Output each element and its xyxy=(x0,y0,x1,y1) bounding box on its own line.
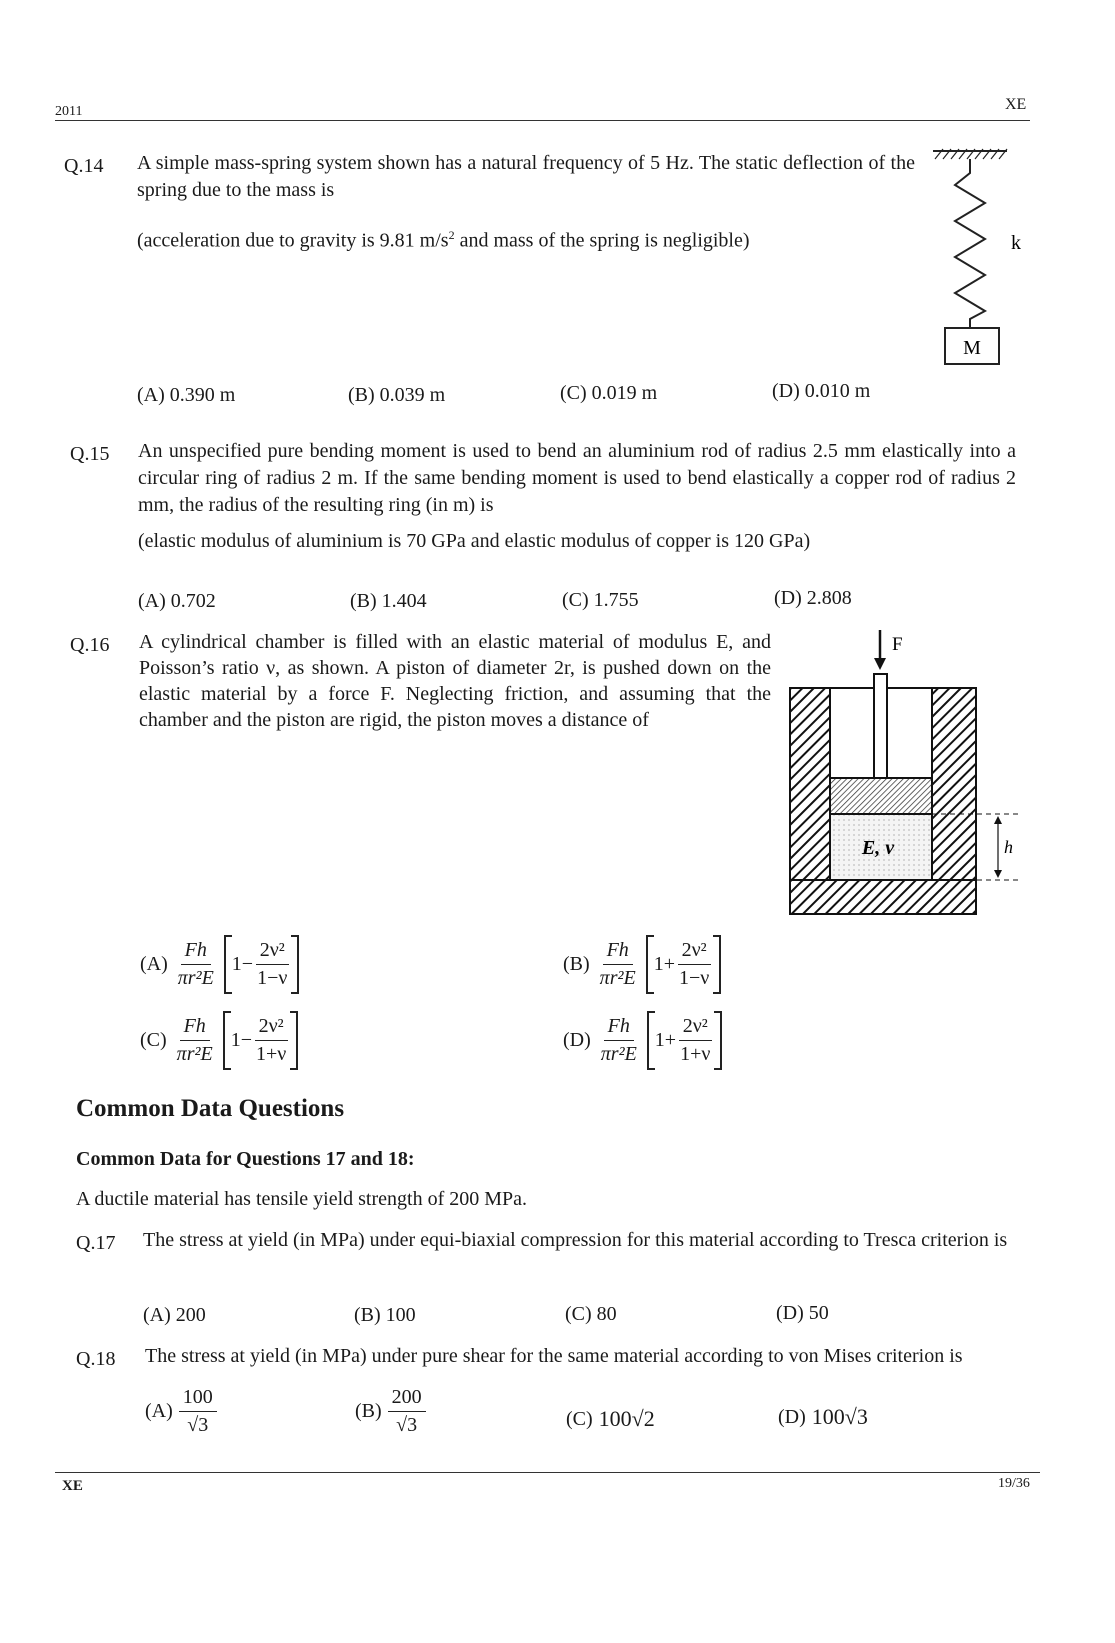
q14-option-a[interactable]: (A) 0.390 m xyxy=(137,384,236,406)
q18-text: The stress at yield (in MPa) under pure shear for the same material according to von Mises criterion is xyxy=(145,1345,963,1367)
q16-option-d[interactable] xyxy=(563,1011,722,1070)
q15-note: (elastic modulus of aluminium is 70 GPa and elastic modulus of copper is 120 GPa) xyxy=(138,530,811,552)
q16-option-b[interactable] xyxy=(563,935,721,994)
mass-label: M xyxy=(963,337,981,359)
piston-chamber-figure xyxy=(782,628,1022,920)
q16-option-d-inner-num: 2ν² xyxy=(679,1015,712,1041)
header-rule xyxy=(55,120,1030,121)
header-year: 2011 xyxy=(55,104,83,119)
q16-option-b-inner-num: 2ν² xyxy=(678,939,711,965)
q16-option-a-label: (A) xyxy=(140,953,168,975)
q14-text: A simple mass-spring system shown has a natural frequency of 5 Hz. The static deflection of the spring due to the mass is xyxy=(137,152,915,201)
q16-option-c-inner-den: 1+ν xyxy=(255,1043,287,1065)
q16-option-b-sign: + xyxy=(663,953,675,975)
q16-text: A cylindrical chamber is filled with an elastic material of modulus E, and Poisson’s ratio ν, as shown. A piston of diameter 2r, is pushed down on the elastic material by a force F. Neglecting friction, and assuming that the chamber and the piston are rigid, the piston moves a distance of xyxy=(139,631,771,731)
q14-option-b[interactable]: (B) 0.039 m xyxy=(348,384,446,406)
header-code: XE xyxy=(1005,96,1027,113)
q14-option-d[interactable]: (D) 0.010 m xyxy=(772,380,871,402)
q16-option-c-den: πr²E xyxy=(176,1043,213,1065)
q14-note: (acceleration due to gravity is 9.81 $m/s^2$ and mass of the spring is negligible) xyxy=(137,228,750,252)
q16-option-c-num: Fh xyxy=(180,1015,210,1041)
q16-option-a-one: 1 xyxy=(231,953,242,975)
q16-option-d-inner-den: 1+ν xyxy=(680,1043,711,1065)
q16-option-d-sign: + xyxy=(664,1029,677,1051)
mass-spring-figure xyxy=(925,145,1025,370)
q15-option-b[interactable]: (B) 1.404 xyxy=(350,590,427,612)
q18-option-b-label: (B) xyxy=(355,1400,382,1422)
q16-option-c-one: 1 xyxy=(230,1029,241,1051)
q15-option-d[interactable]: (D) 2.808 xyxy=(774,587,852,609)
q17-option-c[interactable]: (C) 80 xyxy=(565,1303,617,1325)
q16-option-b-inner-den: 1−ν xyxy=(678,967,710,989)
footer-page: 19/36 xyxy=(998,1476,1030,1491)
q16-option-c[interactable] xyxy=(140,1011,298,1070)
q16-option-b-den: πr²E xyxy=(599,967,636,989)
q17-option-a[interactable]: (A) 200 xyxy=(143,1304,206,1326)
q16-option-a-sign: − xyxy=(241,953,254,975)
q18-option-a-den: √3 xyxy=(187,1414,209,1436)
q16-option-c-label: (C) xyxy=(140,1029,167,1051)
footer-code: XE xyxy=(62,1478,83,1494)
q18-option-a[interactable] xyxy=(145,1386,217,1437)
q18-option-c[interactable] xyxy=(566,1406,655,1432)
q18-option-d[interactable] xyxy=(778,1404,868,1430)
q18-option-d-value: 100√3 xyxy=(811,1404,868,1429)
q16-option-a[interactable] xyxy=(140,935,299,994)
common-data-subtitle: Common Data for Questions 17 and 18: xyxy=(76,1148,415,1170)
q16-option-a-bracket xyxy=(224,935,300,994)
q16-option-a-num: Fh xyxy=(181,939,211,965)
force-label: F xyxy=(892,634,903,655)
q18-option-d-label: (D) xyxy=(778,1405,806,1428)
q16-option-d-bracket xyxy=(647,1011,723,1070)
q15-option-a[interactable]: (A) 0.702 xyxy=(138,590,216,612)
q18-option-b-den: √3 xyxy=(396,1414,418,1436)
q16-number: Q.16 xyxy=(70,634,110,656)
height-label: h xyxy=(1004,837,1013,857)
q15-number: Q.15 xyxy=(70,443,110,465)
q18-option-b[interactable] xyxy=(355,1386,426,1437)
q16-option-a-inner-num: 2ν² xyxy=(256,939,289,965)
q14-option-c[interactable]: (C) 0.019 m xyxy=(560,382,658,404)
footer-rule xyxy=(55,1472,1040,1473)
q18-option-c-value: 100√2 xyxy=(598,1406,655,1431)
q18-option-c-label: (C) xyxy=(566,1407,593,1430)
q16-option-a-den: πr²E xyxy=(177,967,214,989)
q16-option-c-bracket xyxy=(223,1011,299,1070)
q17-option-b[interactable]: (B) 100 xyxy=(354,1304,416,1326)
q17-number: Q.17 xyxy=(76,1232,116,1254)
q16-option-d-label: (D) xyxy=(563,1029,591,1051)
q17-text: The stress at yield (in MPa) under equi-biaxial compression for this material according to Tresca criterion is xyxy=(143,1229,1008,1251)
q16-option-d-one: 1 xyxy=(654,1029,665,1051)
spring-label: k xyxy=(1011,232,1021,254)
q16-option-b-one: 1 xyxy=(653,953,664,975)
q15-option-c[interactable]: (C) 1.755 xyxy=(562,589,639,611)
q16-option-c-sign: − xyxy=(240,1029,252,1051)
material-label: E, ν xyxy=(861,837,895,859)
q15-text: An unspecified pure bending moment is used to bend an aluminium rod of radius 2.5 mm elastically into a circular ring of radius 2 m. If the same bending moment is used to bend elastically a copper rod of radius 2 mm, the radius of the resulting ring (in m) is xyxy=(138,440,1016,516)
q16-option-b-bracket xyxy=(646,935,722,994)
q18-number: Q.18 xyxy=(76,1348,116,1370)
q16-option-d-den: πr²E xyxy=(600,1043,637,1065)
common-data-title: Common Data Questions xyxy=(76,1095,345,1122)
q18-option-a-num: 100 xyxy=(179,1386,217,1412)
q16-option-c-inner-num: 2ν² xyxy=(255,1015,288,1041)
q16-option-b-label: (B) xyxy=(563,953,590,975)
q18-option-a-label: (A) xyxy=(145,1400,173,1422)
q14-number: Q.14 xyxy=(64,155,104,177)
q16-option-d-num: Fh xyxy=(604,1015,634,1041)
q18-option-b-num: 200 xyxy=(388,1386,426,1412)
q17-option-d[interactable]: (D) 50 xyxy=(776,1302,829,1324)
common-data-statement: A ductile material has tensile yield strength of 200 MPa. xyxy=(76,1188,528,1210)
q16-option-b-num: Fh xyxy=(603,939,633,965)
q16-option-a-inner-den: 1−ν xyxy=(257,967,288,989)
